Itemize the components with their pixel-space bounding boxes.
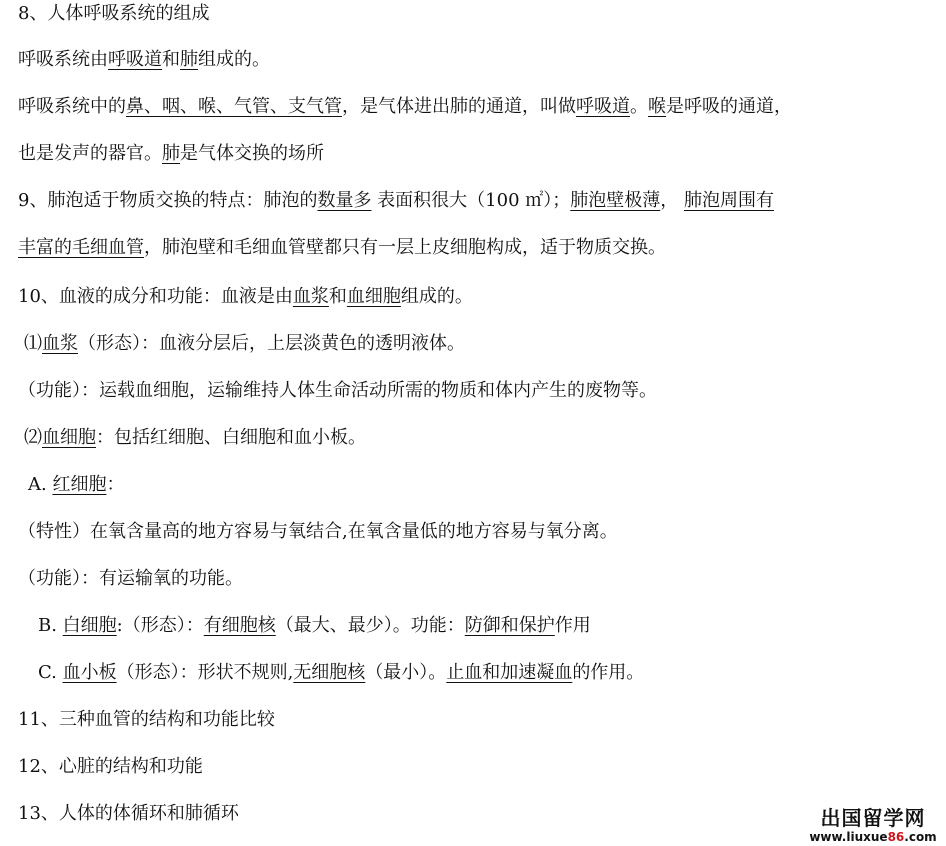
text-run: （功能）：运载血细胞，运输维持人体生命活动所需的物质和体内产生的废物等。 [18, 380, 657, 401]
underlined-term: 血浆 [42, 333, 78, 354]
text-run: 13、人体的体循环和肺循环 [18, 803, 239, 824]
item-a-red-blood-cell [28, 471, 936, 499]
text-run: 作用 [554, 615, 591, 636]
text-run: 9、肺泡适于物质交换的特点：肺泡的 [18, 190, 318, 211]
heading-9-alveoli [18, 187, 936, 215]
text-run: 10、血液的成分和功能：血液是由 [18, 286, 293, 307]
text-run: 组成的。 [400, 286, 473, 307]
item-c-platelet [38, 659, 936, 687]
underlined-term: 止血和加速凝血 [446, 662, 573, 683]
text-run: ⑴ [24, 333, 42, 354]
paragraph-alveoli-capillaries [18, 234, 936, 262]
text-run: 组成的。 [198, 49, 270, 70]
watermark-chinese-name: 出国留学网 [820, 806, 926, 830]
text-run: （最小）。 [365, 662, 447, 683]
underlined-term: 红细胞 [52, 474, 107, 495]
text-run: （形态）：血液分层后，上层淡黄色的透明液体。 [78, 333, 465, 354]
paragraph-rbc-function [18, 565, 936, 593]
text-run: 是气体交换的场所 [180, 143, 324, 164]
underlined-term: 鼻、咽、喉、气管、支气管 [126, 96, 342, 117]
text-run: （功能）：有运输氧的功能。 [18, 568, 243, 589]
underlined-term: 血浆 [292, 286, 329, 307]
text-run: （形态）：形状不规则, [116, 662, 294, 683]
text-run: 呼吸系统中的 [18, 96, 126, 117]
text-run: 表面积很大（100 ㎡）； [371, 190, 571, 211]
underlined-term: 呼吸道 [576, 96, 630, 117]
text-run: 也是发声的器官。 [18, 143, 162, 164]
text-run: C. [38, 662, 63, 683]
text-run: 11、三种血管的结构和功能比较 [18, 709, 275, 730]
underlined-term: 肺泡壁极薄 [570, 190, 661, 211]
underlined-term: 血小板 [62, 662, 117, 683]
text-run: （最大、最少）。功能： [275, 615, 465, 636]
text-run: （特性）在氧含量高的地方容易与氧结合,在氧含量低的地方容易与氧分离。 [18, 521, 618, 542]
text-run: 是呼吸的通道， [666, 96, 792, 117]
text-run: 8、人体呼吸系统的组成 [18, 3, 210, 24]
heading-13-circulation [18, 800, 936, 828]
text-run: :（形态）： [116, 615, 204, 636]
paragraph-larynx-lung [18, 140, 936, 168]
text-run: ，是气体进出肺的通道，叫做 [342, 96, 576, 117]
underlined-term: 血细胞 [42, 427, 96, 448]
underlined-term: 无细胞核 [293, 662, 366, 683]
paragraph-blood-cells [24, 424, 936, 452]
paragraph-plasma-form [24, 330, 936, 358]
text-run: 12、心脏的结构和功能 [18, 756, 203, 777]
text-run: ： [106, 474, 125, 495]
text-run: ：包括红细胞、白细胞和血小板。 [96, 427, 366, 448]
underlined-term: 喉 [648, 96, 666, 117]
paragraph-respiratory-composition [18, 46, 936, 74]
underlined-term: 呼吸道 [108, 49, 162, 70]
text-run: 和 [328, 286, 347, 307]
underlined-term: 防御和保护 [464, 615, 555, 636]
underlined-term: 肺泡周围有 [684, 190, 774, 211]
watermark-url: www.liuxue86.com [809, 830, 937, 844]
paragraph-respiratory-tract [18, 93, 936, 121]
underlined-term: 肺 [162, 143, 180, 164]
underlined-term: 白细胞 [62, 615, 117, 636]
underlined-term: 数量多 [317, 190, 372, 211]
text-run: 的作用。 [572, 662, 645, 683]
text-run: B. [38, 615, 63, 636]
heading-12-heart [18, 753, 936, 781]
paragraph-rbc-property [18, 518, 936, 546]
underlined-term: 血细胞 [346, 286, 401, 307]
text-run: ， [660, 190, 684, 211]
text-run: A. [28, 474, 53, 495]
text-run: ，肺泡壁和毛细血管壁都只有一层上皮细胞构成，适于物质交换。 [144, 237, 666, 258]
site-watermark-logo [808, 806, 938, 844]
heading-8-respiratory-system [18, 0, 936, 28]
text-run: 呼吸系统由 [18, 49, 108, 70]
paragraph-plasma-function [18, 377, 936, 405]
text-run: 。 [630, 96, 648, 117]
underlined-term: 丰富的毛细血管 [18, 237, 144, 258]
underlined-term: 有细胞核 [203, 615, 276, 636]
heading-10-blood [18, 283, 936, 311]
text-run: ⑵ [24, 427, 42, 448]
underlined-term: 肺 [180, 49, 198, 70]
item-b-white-blood-cell [38, 612, 936, 640]
text-run: 和 [162, 49, 180, 70]
heading-11-blood-vessels [18, 706, 936, 734]
